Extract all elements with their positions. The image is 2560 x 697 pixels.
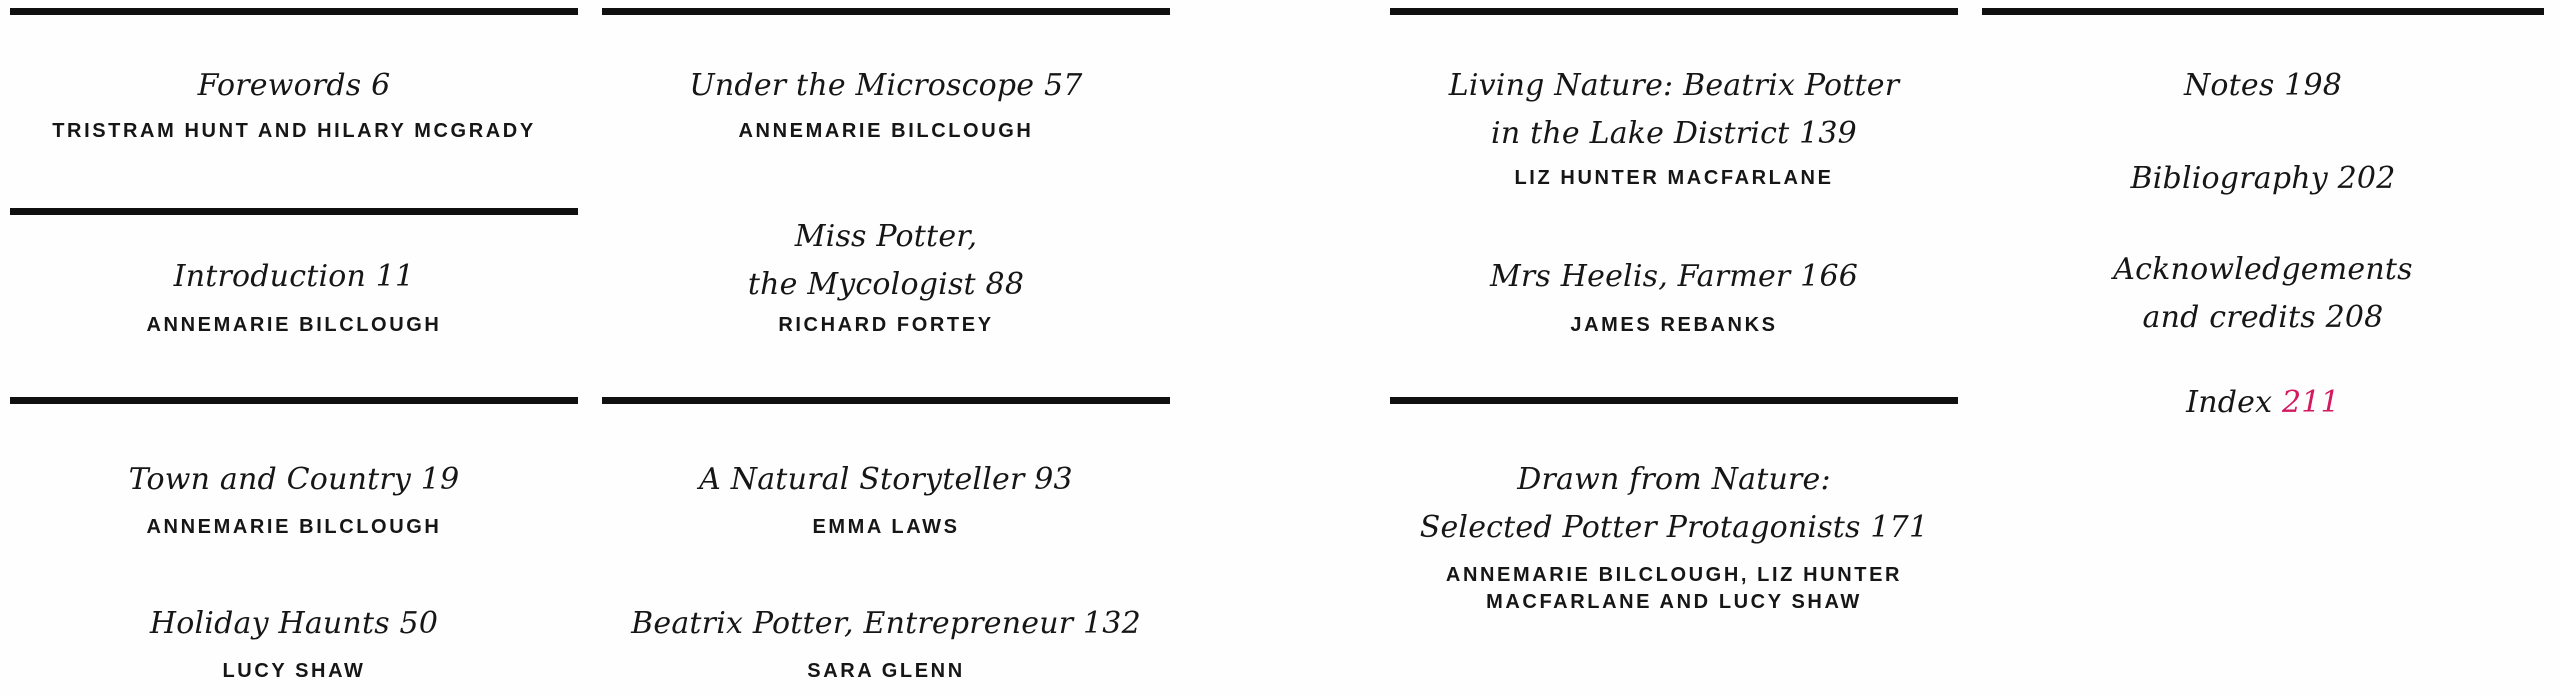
toc-author-line: RICHARD FORTEY (778, 314, 994, 336)
toc-title-line: Under the Microscope 57 (689, 68, 1083, 103)
toc-author-line: ANNEMARIE BILCLOUGH (146, 516, 442, 538)
toc-entry-author (602, 118, 1170, 145)
toc-entry-title-index (1982, 379, 2544, 427)
toc-title-line: and credits 208 (2142, 300, 2384, 335)
toc-entry-author (602, 312, 1170, 339)
index-label: Index (2186, 385, 2273, 420)
toc-entry-title (602, 213, 1170, 309)
toc-entry-title (1390, 253, 1958, 301)
toc-entry-title (1982, 155, 2544, 203)
toc-column-1 (10, 0, 578, 697)
toc-author-line: ANNEMARIE BILCLOUGH (738, 120, 1034, 142)
toc-entry-author (1390, 165, 1958, 192)
toc-entry-title (10, 253, 578, 301)
toc-entry-title (10, 600, 578, 648)
toc-author-line: ANNEMARIE BILCLOUGH (146, 314, 442, 336)
toc-title-line: Forewords 6 (197, 68, 391, 103)
index-page-number: 211 (2281, 385, 2340, 420)
toc-entry-author (10, 118, 578, 145)
toc-entry-title (1390, 456, 1958, 552)
toc-title-line: Introduction 11 (173, 259, 415, 294)
toc-entry-title (10, 62, 578, 110)
toc-entry-title (602, 600, 1170, 648)
toc-title-line: Town and Country 19 (128, 462, 460, 497)
toc-title-line: Bibliography 202 (2130, 161, 2396, 196)
toc-title-line: Notes 198 (2183, 68, 2343, 103)
section-divider-rule (602, 397, 1170, 404)
section-divider-rule (10, 397, 578, 404)
section-divider-rule (1390, 397, 1958, 404)
toc-author-line: MACFARLANE AND LUCY SHAW (1486, 591, 1862, 613)
toc-entry-title (1982, 246, 2544, 342)
toc-author-line: LUCY SHAW (222, 660, 366, 682)
section-divider-rule (10, 208, 578, 215)
toc-title-line: Drawn from Nature: (1517, 462, 1831, 497)
toc-column-4 (1982, 0, 2544, 697)
toc-column-2 (602, 0, 1170, 697)
toc-entry-author (602, 514, 1170, 541)
toc-title-line: the Mycologist 88 (747, 267, 1025, 302)
toc-entry-title (1390, 62, 1958, 158)
toc-title-line: A Natural Storyteller 93 (699, 462, 1073, 497)
toc-title-line: Miss Potter, (794, 219, 978, 254)
toc-author-line: TRISTRAM HUNT AND HILARY MCGRADY (52, 120, 536, 142)
toc-title-line: Beatrix Potter, Entrepreneur 132 (631, 606, 1141, 641)
toc-author-line: SARA GLENN (807, 660, 965, 682)
toc-author-line: EMMA LAWS (812, 516, 960, 538)
toc-entry-author (602, 658, 1170, 685)
toc-author-line: LIZ HUNTER MACFARLANE (1514, 167, 1834, 189)
toc-entry-author (1390, 312, 1958, 339)
toc-entry-title (10, 456, 578, 504)
toc-entry-author (10, 514, 578, 541)
section-divider-rule (1390, 8, 1958, 15)
toc-title-line: Holiday Haunts 50 (149, 606, 439, 641)
toc-author-line: ANNEMARIE BILCLOUGH, LIZ HUNTER (1445, 564, 1903, 586)
toc-entry-title (602, 456, 1170, 504)
toc-column-3 (1390, 0, 1958, 697)
toc-title-line: Acknowledgements (2113, 252, 2413, 287)
toc-entry-author (1390, 562, 1958, 616)
toc-title-line: Mrs Heelis, Farmer 166 (1489, 259, 1859, 294)
toc-entry-title (602, 62, 1170, 110)
toc-entry-author (10, 312, 578, 339)
section-divider-rule (10, 8, 578, 15)
toc-title-line: in the Lake District 139 (1491, 116, 1857, 151)
toc-title-line: Selected Potter Protagonists 171 (1419, 510, 1929, 545)
section-divider-rule (1982, 8, 2544, 15)
section-divider-rule (602, 8, 1170, 15)
toc-author-line: JAMES REBANKS (1570, 314, 1778, 336)
toc-title-line: Living Nature: Beatrix Potter (1448, 68, 1900, 103)
toc-entry-title (1982, 62, 2544, 110)
toc-entry-author (10, 658, 578, 685)
